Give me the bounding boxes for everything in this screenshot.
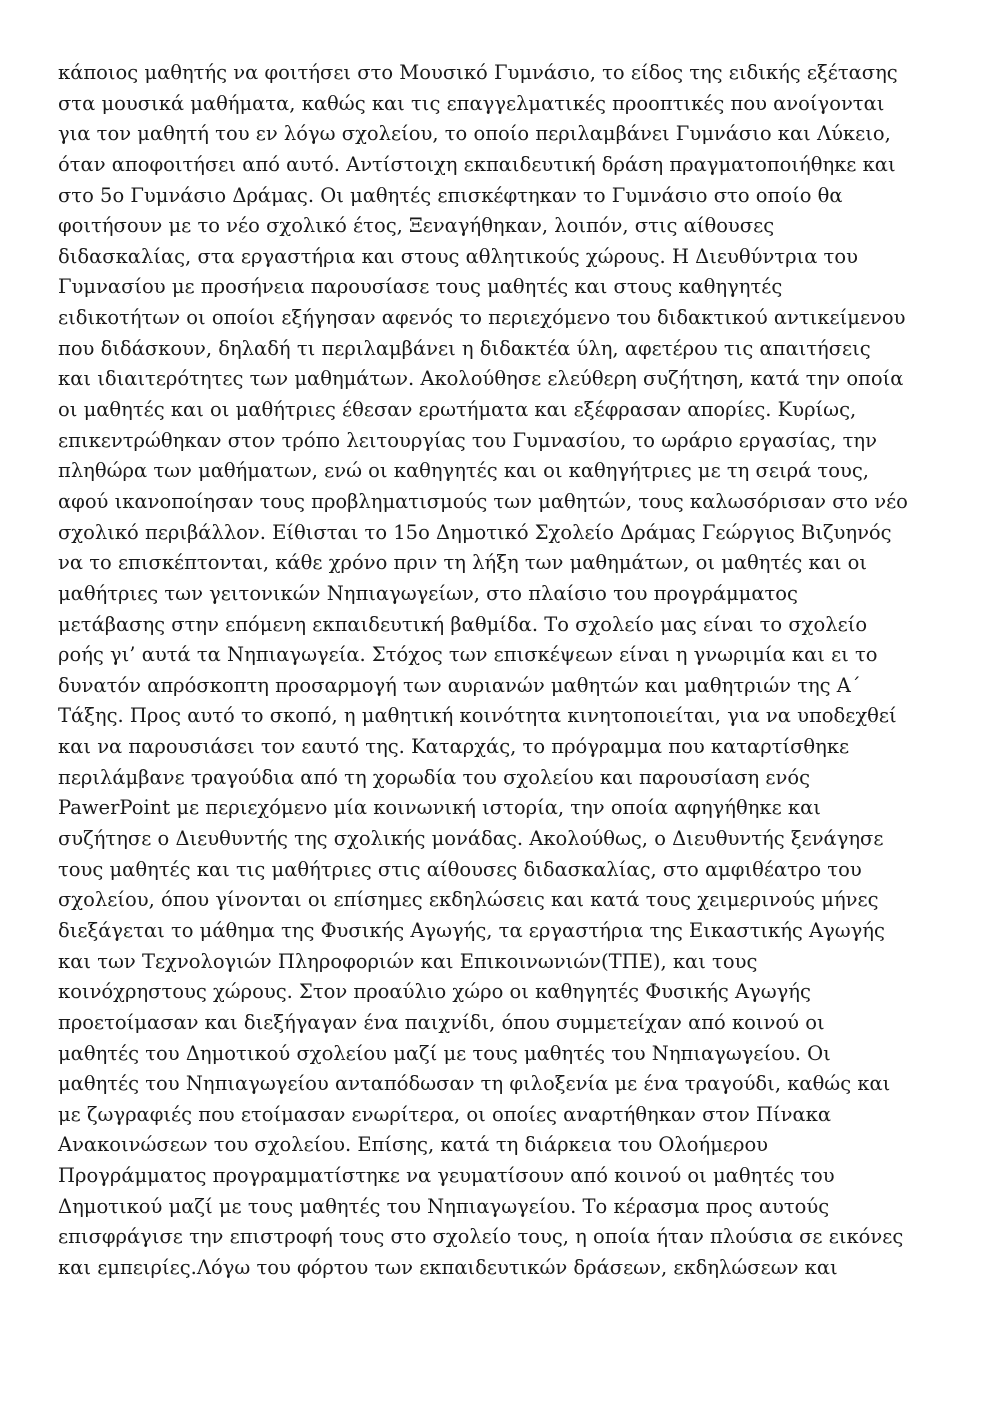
text-line: κάποιος μαθητής να φοιτήσει στο Μουσικό Γυμνάσιο, το είδος της ειδικής εξέτασης — [58, 61, 898, 84]
text-line: όταν αποφοιτήσει από αυτό. Αντίστοιχη εκπαιδευτική δράση πραγματοποιήθηκε και — [58, 152, 896, 176]
text-line: που διδάσκουν, δηλαδή τι περιλαμβάνει η διδακτέα ύλη, αφετέρου τις απαιτήσεις — [58, 336, 871, 360]
text-line: κοινόχρηστους χώρους. Στον προαύλιο χώρο οι καθηγητές Φυσικής Αγωγής — [58, 980, 811, 1004]
text-line: περιλάμβανε τραγούδια από τη χορωδία του σχολείου και παρουσίαση ενός — [58, 765, 811, 789]
text-line: επισφράγισε την επιστροφή τους στο σχολείο τους, η οποία ήταν πλούσια σε εικόνες — [58, 1225, 904, 1249]
text-line: και ιδιαιτερότητες των μαθημάτων. Ακολούθησε ελεύθερη συζήτηση, κατά την οποία — [58, 367, 904, 391]
text-line: Δημοτικού μαζί με τους μαθητές του Νηπιαγωγείου. Το κέρασμα προς αυτούς — [58, 1194, 830, 1218]
text-line: οι μαθητές και οι μαθήτριες έθεσαν ερωτήματα και εξέφρασαν απορίες. Κυρίως, — [58, 398, 857, 422]
text-line: ειδικοτήτων οι οποίοι εξήγησαν αφενός το περιεχόμενο του διδακτικού αντικείμενου — [58, 306, 906, 330]
text-line: Προγράμματος προγραμματίστηκε να γευματίσουν από κοινού οι μαθητές του — [58, 1164, 835, 1188]
text-line: και να παρουσιάσει τον εαυτό της. Καταρχάς, το πρόγραμμα που καταρτίσθηκε — [58, 735, 850, 759]
text-line: προετοίμασαν και διεξήγαγαν ένα παιχνίδι, όπου συμμετείχαν από κοινού οι — [58, 1010, 825, 1034]
text-line: ροής γι’ αυτά τα Νηπιαγωγεία. Στόχος των επισκέψεων είναι η γνωριμία και ει το — [58, 643, 878, 667]
body-text — [58, 58, 938, 1284]
text-line: μαθητές του Δημοτικού σχολείου μαζί με τους μαθητές του Νηπιαγωγείου. Οι — [58, 1041, 831, 1065]
text-line: Τάξης. Προς αυτό το σκοπό, η μαθητική κοινότητα κινητοποιείται, για να υποδεχθεί — [58, 704, 897, 728]
text-line: συζήτησε ο Διευθυντής της σχολικής μονάδας. Ακολούθως, ο Διευθυντής ξενάγησε — [58, 827, 884, 851]
text-line: φοιτήσουν με το νέο σχολικό έτος, Ξεναγήθηκαν, λοιπόν, στις αίθουσες — [58, 214, 775, 238]
text-line: και εμπειρίες.Λόγω του φόρτου των εκπαιδευτικών δράσεων, εκδηλώσεων και — [58, 1255, 838, 1279]
text-line: PawerPoint με περιεχόμενο μία κοινωνική ιστορία, την οποία αφηγήθηκε και — [58, 796, 821, 820]
text-line: σχολικό περιβάλλον. Είθισται το 15ο Δημοτικό Σχολείο Δράμας Γεώργιος Βιζυηνός — [58, 520, 892, 544]
text-line: διδασκαλίας, στα εργαστήρια και στους αθλητικούς χώρους. Η Διευθύντρια του — [58, 244, 858, 268]
text-line: δυνατόν απρόσκοπτη προσαρμογή των αυριανών μαθητών και μαθητριών της Α΄ — [58, 673, 861, 697]
text-line: στα μουσικά μαθήματα, καθώς και τις επαγγελματικές προοπτικές που ανοίγονται — [58, 91, 885, 115]
text-line: στο 5ο Γυμνάσιο Δράμας. Οι μαθητές επισκέφτηκαν το Γυμνάσιο στο οποίο θα — [58, 183, 843, 207]
text-line: αφού ικανοποίησαν τους προβληματισμούς των μαθητών, τους καλωσόρισαν στο νέο — [58, 489, 908, 513]
text-line: και των Τεχνολογιών Πληροφοριών και Επικοινωνιών(ΤΠΕ), και τους — [58, 949, 758, 973]
text-line: επικεντρώθηκαν στον τρόπο λειτουργίας του Γυμνασίου, το ωράριο εργασίας, την — [58, 428, 877, 452]
text-line: μαθήτριες των γειτονικών Νηπιαγωγείων, στο πλαίσιο του προγράμματος — [58, 581, 798, 605]
text-line: Γυμνασίου με προσήνεια παρουσίασε τους μαθητές και στους καθηγητές — [58, 275, 783, 299]
text-line: μαθητές του Νηπιαγωγείου ανταπόδωσαν τη φιλοξενία με ένα τραγούδι, καθώς και — [58, 1072, 891, 1096]
text-line: να το επισκέπτονται, κάθε χρόνο πριν τη λήξη των μαθημάτων, οι μαθητές και οι — [58, 551, 868, 575]
text-line: πληθώρα των μαθήματων, ενώ οι καθηγητές και οι καθηγήτριες με τη σειρά τους, — [58, 459, 869, 483]
text-line: διεξάγεται το μάθημα της Φυσικής Αγωγής, τα εργαστήρια της Εικαστικής Αγωγής — [58, 918, 885, 942]
text-line: σχολείου, όπου γίνονται οι επίσημες εκδηλώσεις και κατά τους χειμερινούς μήνες — [58, 888, 879, 912]
text-line: Ανακοινώσεων του σχολείου. Επίσης, κατά τη διάρκεια του Ολοήμερου — [58, 1133, 769, 1157]
text-line: τους μαθητές και τις μαθήτριες στις αίθουσες διδασκαλίας, στο αμφιθέατρο του — [58, 857, 862, 881]
text-line: για τον μαθητή του εν λόγω σχολείου, το οποίο περιλαμβάνει Γυμνάσιο και Λύκειο, — [58, 122, 891, 146]
text-line: μετάβασης στην επόμενη εκπαιδευτική βαθμίδα. Το σχολείο μας είναι το σχολείο — [58, 612, 868, 636]
text-line: με ζωγραφιές που ετοίμασαν ενωρίτερα, οι οποίες αναρτήθηκαν στον Πίνακα — [58, 1102, 832, 1126]
